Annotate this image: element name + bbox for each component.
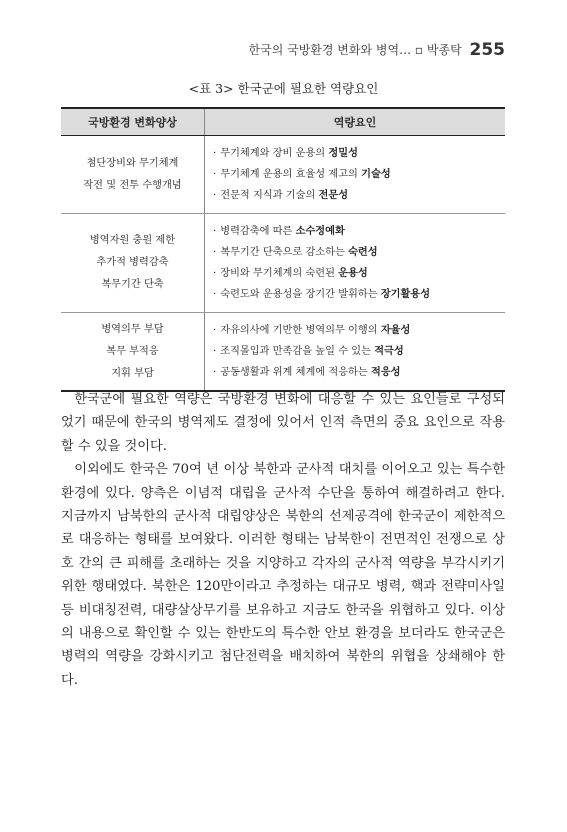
capability-factor-keyword: 정밀성 [328, 148, 358, 159]
bullet-icon: · [213, 325, 217, 336]
capability-factor-item [213, 242, 505, 263]
square-bullet-icon: ▫ [414, 43, 424, 57]
environment-change-line: 추가적 병력감축 [96, 257, 169, 268]
bullet-icon: · [213, 268, 217, 279]
capability-factor-item [213, 164, 505, 185]
capability-factor-text: 자유의사에 기반한 병역의무 이행의 [220, 325, 381, 336]
capability-factor-item [213, 263, 505, 284]
author-name: 박종탁 [426, 43, 462, 57]
capability-factor-cell [205, 136, 506, 214]
environment-change-line: 복무 부적응 [106, 345, 159, 357]
environment-change-line: 지휘 부담 [111, 367, 154, 379]
capability-factor-keyword: 자율성 [380, 325, 411, 336]
table-row [61, 136, 505, 214]
capability-factor-keyword: 숙련성 [348, 247, 378, 258]
bullet-icon: · [213, 169, 217, 180]
bullet-icon: · [213, 346, 217, 357]
capability-factor-keyword: 적극성 [374, 346, 404, 357]
capability-factor-item [213, 221, 505, 242]
running-header [249, 40, 505, 60]
capability-factor-item [213, 362, 505, 383]
capability-factor-item [213, 143, 505, 164]
environment-change-line: 병역의무 부담 [101, 323, 164, 335]
bullet-icon: · [213, 289, 217, 300]
capability-factor-text: 무기체계 운용의 효율성 제고의 [220, 169, 362, 180]
capability-factor-text: 숙련도와 운용성을 장기간 발휘하는 [220, 289, 381, 300]
capability-factor-text: 병력감축에 따른 [220, 226, 296, 237]
capability-factor-item [213, 185, 505, 206]
capability-factor-keyword: 기술성 [361, 169, 391, 180]
running-title: 한국의 국방환경 변화와 병역… [248, 43, 412, 57]
column-header-environment: 국방환경 변화양상 [61, 108, 205, 136]
environment-change-cell [61, 136, 205, 214]
environment-change-line: 복무기간 단축 [101, 279, 164, 290]
body-paragraph: 한국군에 필요한 역량은 국방환경 변화에 대응할 수 있는 요인들로 구성되었기 때문에 한국의 병역제도 결정에 있어서 인적 측면의 중요 요인으로 작용할 수 있을 것이다. [61, 392, 505, 454]
table-caption: <표 3> 한국군에 필요한 역량요인 [188, 81, 379, 96]
bullet-icon: · [213, 226, 217, 237]
body-paragraph: 이외에도 한국은 70여 년 이상 북한과 군사적 대치를 이어오고 있는 특수한 환경에 있다. 양측은 이념적 대립을 군사적 수단을 통하여 해결하려고 한다. 지금까지 남북한의 군사적 대립양상은 북한의 선제공격에 한국군이 제한적으로 대응하는 형태를 보여왔다. 이러한 형태는 남북한이 전면적인 전쟁으로 상호 간의 큰 피해를 초래하는 것을 지양하고 각자의 군사적 역량을 부각시키기 위한 행태였다. 북한은 120만이라고 추정하는 대규모 병력, 핵과 전략미사일 등 비대칭전력, 대량살상무기를 보유하고 지금도 한국을 위협하고 있다. 이상의 내용으로 확인할 수 있는 한반도의 특수한 안보 환경을 보더라도 한국군은 병력의 역량을 강화시키고 첨단전력을 배치하여 북한의 위협을 상쇄해야 한다. [61, 462, 505, 688]
capability-factors-table [61, 107, 505, 392]
capability-factor-text: 장비와 무기체계의 숙련된 [220, 268, 339, 279]
table-row [61, 214, 505, 313]
capability-factor-text: 전문적 지식과 기술의 [220, 190, 319, 201]
bullet-icon: · [213, 148, 217, 159]
body-text [61, 388, 505, 692]
bullet-icon: · [213, 367, 217, 378]
capability-factor-text: 공동생활과 위계 체계에 적응하는 [220, 367, 371, 378]
table-header-row [61, 108, 505, 136]
capability-factor-keyword: 장기활용성 [380, 289, 431, 300]
bullet-icon: · [213, 190, 217, 201]
column-header-capability: 역량요인 [205, 108, 506, 136]
capability-factor-text: 복무기간 단축으로 감소하는 [220, 247, 349, 258]
capability-factor-keyword: 적응성 [370, 367, 401, 378]
capability-factor-item [213, 341, 505, 362]
capability-factor-keyword: 운용성 [338, 268, 368, 279]
capability-factor-item [213, 320, 505, 341]
capability-factor-keyword: 전문성 [318, 190, 349, 201]
page-number: 255 [469, 40, 505, 60]
environment-change-line: 작전 및 전투 수행개념 [83, 179, 182, 191]
capability-factor-item [213, 284, 505, 305]
bullet-icon: · [213, 247, 217, 258]
environment-change-line: 첨단장비와 무기체계 [86, 157, 179, 169]
capability-factor-cell [205, 313, 506, 392]
environment-change-cell [61, 313, 205, 392]
environment-change-cell [61, 214, 205, 313]
capability-factor-text: 무기체계와 장비 운용의 [220, 148, 329, 159]
table-row [61, 313, 505, 392]
capability-factor-cell [205, 214, 506, 313]
capability-factor-text: 조직몰입과 만족감을 높일 수 있는 [220, 346, 375, 357]
environment-change-line: 병역자원 충원 제한 [89, 235, 176, 246]
capability-factor-keyword: 소수정예화 [295, 226, 345, 237]
